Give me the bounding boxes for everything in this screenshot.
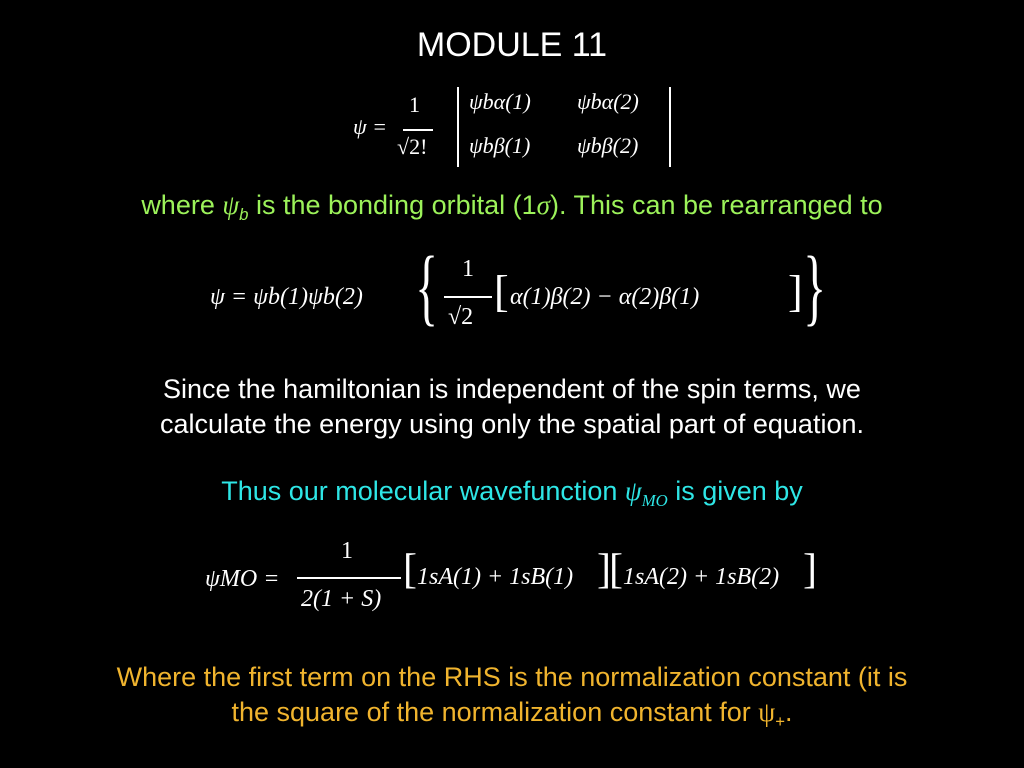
- eq2-bracket-content: α(1)β(2) − α(2)β(1): [510, 284, 700, 310]
- eq3-term-1: 1sA(1) + 1sB(1): [417, 564, 574, 590]
- eq2-right-bracket: ]: [788, 267, 803, 316]
- molecular-wavefunction-intro: [0, 476, 1024, 511]
- eq2-left-bracket: [: [494, 267, 509, 316]
- psi-b-subscript: b: [239, 204, 249, 224]
- eq3-fraction-bar: [297, 577, 401, 579]
- sigma-symbol: σ: [536, 190, 550, 220]
- psi-plus-subscript: +: [775, 711, 785, 731]
- eq1-cell-r1c1: ψbα(1): [469, 89, 531, 114]
- bonding-orbital-description: [0, 190, 1024, 225]
- psi-mo-symbol: ψ: [624, 476, 642, 506]
- slater-determinant-equation: [353, 84, 683, 174]
- eq1-lhs: ψ =: [353, 114, 388, 139]
- eq3-lhs: ψMO =: [205, 566, 280, 592]
- eq1-denominator: √2!: [397, 134, 428, 159]
- eq3-bracket-1-close: ]: [597, 547, 611, 593]
- psi-b-symbol: ψ: [222, 190, 240, 220]
- eq1-cell-r1c2: ψbα(2): [577, 89, 639, 114]
- normalization-paragraph: [0, 660, 1024, 733]
- spin-line-1: Since the hamiltonian is independent of the spin terms, we: [163, 374, 861, 404]
- spin-explanation-paragraph: [0, 372, 1024, 442]
- norm-line-2-prefix: the square of the normalization constant for: [231, 697, 759, 728]
- eq1-cell-r2c1: ψbβ(1): [469, 133, 531, 158]
- eq2-numerator: 1: [462, 256, 474, 282]
- eq2-right-brace: }: [803, 238, 826, 334]
- eq3-denominator: 2(1 + S): [301, 586, 382, 612]
- eq1-fraction-bar: [403, 129, 433, 131]
- psi-mo-subscript: MO: [641, 490, 668, 510]
- eq1-left-determinant-bar: [457, 87, 459, 167]
- where-middle: is the bonding orbital (1: [248, 190, 537, 220]
- psi-plus-symbol: ψ: [758, 697, 776, 728]
- thus-suffix: is given by: [667, 476, 803, 506]
- eq1-numerator: 1: [409, 92, 420, 117]
- eq1-cell-r2c2: ψbβ(2): [577, 133, 639, 158]
- eq1-right-determinant-bar: [669, 87, 671, 167]
- eq2-fraction-bar: [444, 296, 492, 298]
- where-suffix: ). This can be rearranged to: [549, 190, 883, 220]
- eq2-denominator: √2: [448, 304, 474, 330]
- norm-line-2: [0, 695, 1024, 733]
- eq2-lhs: ψ = ψb(1)ψb(2): [210, 284, 363, 310]
- eq3-bracket-1-open: [: [403, 547, 417, 593]
- slide-title: MODULE 11: [416, 26, 608, 64]
- norm-line-2-suffix: .: [784, 697, 793, 728]
- spin-line-2: calculate the energy using only the spatial part of equation.: [160, 409, 864, 440]
- where-prefix: where: [141, 190, 223, 220]
- eq3-term-2: 1sA(2) + 1sB(2): [623, 564, 780, 590]
- eq2-left-brace: {: [415, 238, 438, 334]
- eq3-numerator: 1: [341, 538, 353, 564]
- rearranged-wavefunction-equation: [210, 238, 826, 348]
- eq3-bracket-2-open: [: [609, 547, 623, 593]
- norm-line-1: Where the first term on the RHS is the normalization constant (it is: [116, 662, 908, 692]
- eq3-bracket-2-close: ]: [803, 547, 817, 593]
- thus-prefix: Thus our molecular wavefunction: [221, 476, 625, 506]
- molecular-wavefunction-equation: [205, 536, 825, 626]
